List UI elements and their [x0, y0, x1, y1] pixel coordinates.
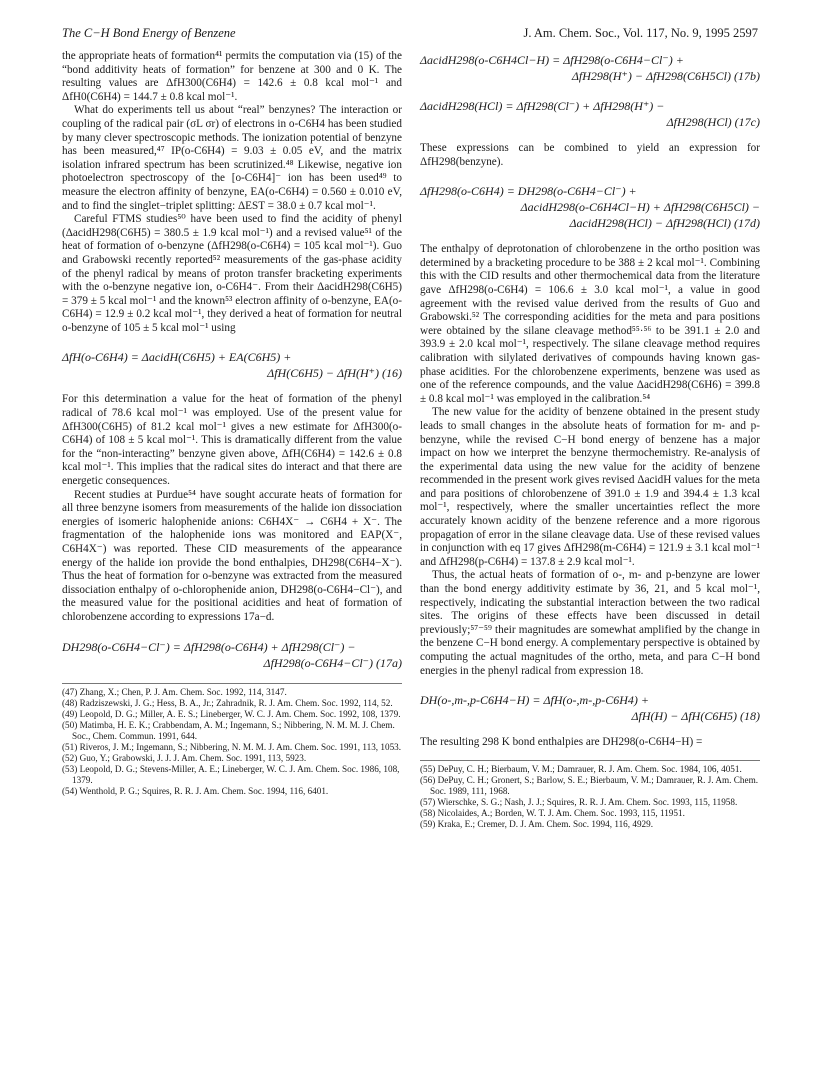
paragraph: The enthalpy of deprotonation of chlorobenzene in the ortho position was determined by a bracketing procedure to be 388 ± 2 kcal mol⁻¹. Combining this with the CID results and other thermochemical data from the literature gave ΔfH298(o-C6H4) = 106.6 ± 3.0 kcal mol⁻¹, a value in good agreement with the revised value derived from the results of Guo and Grabowski.⁵² The corresponding acidities for the meta and para positions were obtained by the silane cleavage method⁵⁵·⁵⁶ to be 391.1 ± 2.0 and 393.9 ± 2.0 kcal mol⁻¹, respectively. The silane cleavage method requires calibration with silylated derivatives of compounds having known gas-phase acidities. For the chlorobenzene experiments, benzene was used as one of the reference compounds, and the value ΔacidH298(C6H6) = 399.8 ± 0.8 kcal mol⁻¹ was employed in the calibration.⁵⁴	[420, 243, 760, 405]
equation-line: ΔfH(C6H5) − ΔfH(H⁺) (16)	[267, 366, 402, 381]
equation-line: ΔfH(o-C6H4) = ΔacidH(C6H5) + EA(C6H5) +	[62, 350, 292, 365]
equation-line: ΔfH298(o-C6H4−Cl⁻) (17a)	[263, 655, 402, 670]
paragraph: The resulting 298 K bond enthalpies are DH298(o-C6H4−H) =	[420, 736, 703, 749]
equation-16	[62, 349, 402, 381]
footnote: (50) Matimba, H. E. K.; Crabbendam, A. M.; Ingemann, S.; Nibbering, N. M. M. J. Chem. Soc., Chem. Commun. 1991, 644.	[62, 719, 395, 741]
equation-line: DH(o-,m-,p-C6H4−H) = ΔfH(o-,m-,p-C6H4) +	[420, 693, 649, 708]
footnote: (54) Wenthold, P. G.; Squires, R. R. J. Am. Chem. Soc. 1994, 116, 6401.	[62, 785, 329, 796]
equation-line: ΔfH(H) − ΔfH(C6H5) (18)	[631, 709, 760, 724]
equation-line: ΔacidH298(HCl) = ΔfH298(Cl⁻) + ΔfH298(H⁺) −	[420, 99, 665, 113]
running-head-journal: J. Am. Chem. Soc., Vol. 117, No. 9, 1995 2597	[523, 26, 758, 40]
right-column	[420, 50, 760, 830]
footnote: (58) Nicolaides, A.; Borden, W. T. J. Am. Chem. Soc. 1993, 115, 11951.	[420, 807, 685, 818]
paragraph: the appropriate heats of formation⁴¹ permits the computation via (15) of the “bond additivity heats of formation” for benzene at 300 and 0 K. The resulting values are ΔfH300(C6H4) = 142.6 ± 0.8 kcal mol⁻¹ and ΔfH0(C6H4) = 144.7 ± 0.8 kcal mol⁻¹.	[62, 50, 402, 103]
footnote: (59) Kraka, E.; Cremer, D. J. Am. Chem. Soc. 1994, 116, 4929.	[420, 818, 654, 829]
footnote: (51) Riveros, J. M.; Ingemann, S.; Nibbering, N. M. M. J. Am. Chem. Soc. 1991, 113, 1053.	[62, 741, 402, 752]
footnote: (52) Guo, Y.; Grabowski, J. J. J. Am. Chem. Soc. 1991, 113, 5923.	[62, 752, 307, 763]
footnote: (47) Zhang, X.; Chen, P. J. Am. Chem. Soc. 1992, 114, 3147.	[62, 686, 287, 697]
footnote: (53) Leopold, D. G.; Stevens-Miller, A. E.; Lineberger, W. C. J. Am. Chem. Soc. 1986, 108, 1379.	[62, 763, 400, 785]
footnote-divider	[420, 760, 760, 761]
equation-17b	[420, 52, 760, 84]
equation-line: ΔfH298(o-C6H4) = DH298(o-C6H4−Cl⁻) +	[420, 184, 637, 199]
running-head-title: The C−H Bond Energy of Benzene	[62, 26, 236, 40]
paragraph: For this determination a value for the heat of formation of the phenyl radical of 78.6 kcal mol⁻¹ was employed. Use of the present value for ΔfH300(C6H5) of 81.2 kcal mol⁻¹ gives a new estimate for ΔfH300(o-C6H4) of 108 ± 5 kcal mol⁻¹. This is dramatically different from the value for the “non-interacting” benzyne given above, ΔfH(C6H4) = 142.6 ± 0.8 kcal mol⁻¹. This implies that the radical sites do interact and that there are energetic consequences.	[62, 393, 402, 488]
footnote-divider	[62, 683, 402, 684]
footnote: (57) Wierschke, S. G.; Nash, J. J.; Squires, R. R. J. Am. Chem. Soc. 1993, 115, 11958.	[420, 796, 738, 807]
paragraph: Careful FTMS studies⁵⁰ have been used to find the acidity of phenyl (ΔacidH298(C6H5) = 380.5 ± 1.9 kcal mol⁻¹) and a revised value⁵¹ of the heat of formation of o-benzyne (ΔfH298(o-C6H4) = 105 kcal mol⁻¹). Guo and Grabowski recently reported⁵² measurements of the gas-phase acidity of the phenyl radical by means of proton transfer bracketing experiments with the o-benzyne negative ion, o-C6H4⁻. From their ΔacidH298(C6H5) = 379 ± 5 kcal mol⁻¹ and the known⁵³ electron affinity of o-benzyne, EA(o-C6H4) = 12.9 ± 0.2 kcal mol⁻¹, they derived a heat of formation for neutral o-benzyne of 105 ± 5 kcal mol⁻¹ using	[62, 213, 402, 334]
paragraph: The new value for the acidity of benzene obtained in the present study leads to small changes in the absolute heats of formation for m- and p-benzyne, while the revised C−H bond energy of benzene has a major impact on how we interpret the benzyne thermochemistry. Re-analysis of the experimental data using the new value for the acidity of benzene recommended in the present work gives revised ΔacidH values for the meta and para positions of chlorobenzene of 391.0 ± 1.9 and 394.4 ± 1.3 kcal mol⁻¹, respectively, where the smaller uncertainties reflect the more accurately known acidity of the benzene reference and a more rigorous propagation of error in the silane cleavage data. Use of these revised values in conjunction with eq 17 gives ΔfH298(m-C6H4) = 121.9 ± 3.1 kcal mol⁻¹ and ΔfH298(p-C6H4) = 137.8 ± 2.9 kcal mol⁻¹.	[420, 406, 760, 568]
paragraph: Recent studies at Purdue⁵⁴ have sought accurate heats of formation for all three benzyne isomers from measurements of the halide ion dissociation energies of isomeric halophenide anions: C6H4X⁻ → C6H4 + X⁻. The fragmentation of the halophenide ions was monitored and EAP(X⁻, C6H4X⁻) was reported. These CID measurements of the appearance energy of the halide ion provide the bond enthalpies, DH298(C6H4−X⁻). Thus the heat of formation for o-benzyne was extracted from the measured dissociation enthalpy of o-chlorophenide anion, DH298(o-C6H4−Cl⁻), and the measured value for the positional acidities and heat of formation of chlorobenzene according to expressions 17a−d.	[62, 488, 402, 623]
equation-17a	[62, 639, 402, 671]
left-column	[62, 50, 402, 797]
equation-line: ΔacidH298(o-C6H4Cl−H) + ΔfH298(C6H5Cl) −	[520, 200, 760, 215]
footnote: (55) DePuy, C. H.; Bierbaum, V. M.; Damrauer, R. J. Am. Chem. Soc. 1984, 106, 4051.	[420, 763, 742, 774]
equation-18	[420, 692, 760, 724]
paragraph: These expressions can be combined to yield an expression for ΔfH298(benzyne).	[420, 142, 760, 168]
paragraph: Thus, the actual heats of formation of o-, m- and p-benzyne are lower than the bond energy additivity estimate by 36, 21, and 5 kcal mol⁻¹, respectively, indicating the substantial interaction between the two radical sites. The origins of these effects have been discussed in detail previously;⁵⁷⁻⁵⁹ their magnitudes are somewhat amplified by the change in the benzene C−H bond energy. A complementary perspective is obtained by computing the actual magnitudes of the ortho, meta, and para C−H bond energies in the phenyl radical from expression 18.	[420, 569, 760, 677]
equation-line: ΔfH298(H⁺) − ΔfH298(C6H5Cl) (17b)	[571, 69, 760, 83]
equation-line: ΔfH298(HCl) (17c)	[666, 115, 760, 129]
footnotes-right	[420, 764, 760, 830]
equation-line: ΔacidH298(HCl) − ΔfH298(HCl) (17d)	[569, 216, 760, 231]
footnote: (56) DePuy, C. H.; Gronert, S.; Barlow, S. E.; Bierbaum, V. M.; Damrauer, R. J. Am. Chem. Soc. 1989, 111, 1968.	[420, 774, 759, 796]
equation-17d	[420, 183, 760, 231]
footnote: (48) Radziszewski, J. G.; Hess, B. A., Jr.; Zahradnik, R. J. Am. Chem. Soc. 1992, 114, 52.	[62, 697, 393, 708]
footnotes-left	[62, 687, 402, 797]
footnote: (49) Leopold, D. G.; Miller, A. E. S.; Lineberger, W. C. J. Am. Chem. Soc. 1992, 108, 1379.	[62, 708, 401, 719]
equation-line: ΔacidH298(o-C6H4Cl−H) = ΔfH298(o-C6H4−Cl⁻) +	[420, 53, 684, 67]
paragraph: What do experiments tell us about “real” benzynes? The interaction or coupling of the radical pair (σL σr) of electrons in o-C6H4 has been studied by many clever spectroscopic methods. The ionization potential of benzyne has been measured,⁴⁷ IP(o-C6H4) = 9.03 ± 0.05 eV, and the matrix isolation infrared spectrum has been scrutinized.⁴⁸ Likewise, negative ion photoelectron spectroscopy of the [o-C6H4]⁻ ion has been used⁴⁹ to measure the electron affinity of benzyne, EA(o-C6H4) = 0.560 ± 0.010 eV, and to find the singlet−triplet splitting: ΔEST = 38.0 ± 0.7 kcal mol⁻¹.	[62, 104, 402, 212]
equation-line: DH298(o-C6H4−Cl⁻) = ΔfH298(o-C6H4) + ΔfH298(Cl⁻) −	[62, 639, 356, 654]
equation-17c	[420, 98, 760, 130]
